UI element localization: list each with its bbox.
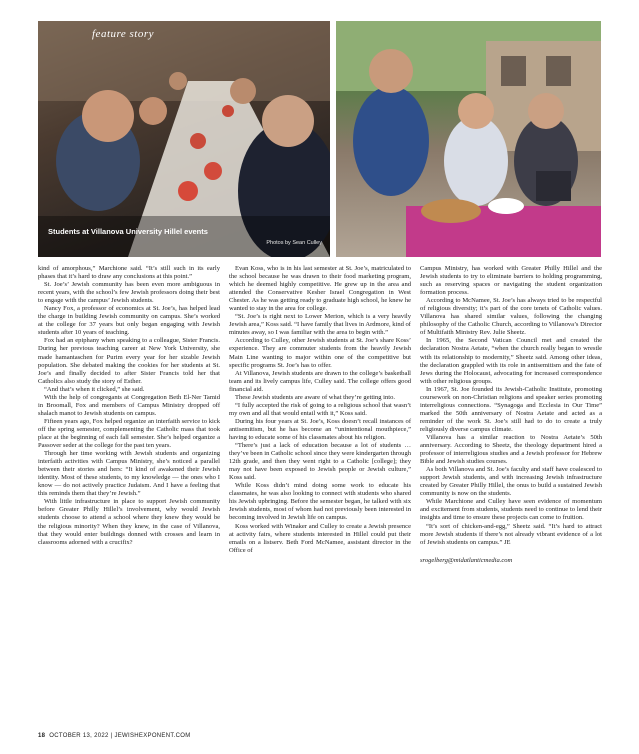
column3-paragraph: Campus Ministry, has worked with Greater Philly Hillel and the Jewish students to try to eliminate barriers to holding programming, such as reserving spaces or navigating the student organization formation process. bbox=[420, 265, 602, 297]
column3-paragraph: In 1967, St. Joe founded its Jewish-Catholic Institute, promoting coursework on non-Christian religions and speaker series promoting interreligious connections. “Synagoga and Ecclesia in Our Time” marked the 50th anniversary of Nostra Aetate and acted as a reminder of the work St. Joe’s still had to do to create a truly religiously diverse campus climate. bbox=[420, 385, 602, 433]
photo-dining-table bbox=[38, 21, 330, 257]
column2-paragraph: “There’s just a lack of education because a lot of students … they’ve been in Catholic school since they were kindergarten through 12th grade, and then they went right to a Catholic [college]; they may not have been exposed to Jewish people or Jewish culture,” Koss said. bbox=[229, 442, 411, 482]
column1-paragraph: Fifteen years ago, Fox helped organize an interfaith service to kick off the spring semester, complementing the Catholic mass that took place at the beginning of each fall semester. She’s helped organize a Passover seder at the college for the past ten years. bbox=[38, 417, 220, 450]
page-number: 18 bbox=[38, 733, 46, 739]
article-column-1 bbox=[38, 265, 220, 547]
article-column-2 bbox=[229, 265, 411, 555]
column3-paragraph: While Marchione and Culley have seen evidence of momentum and excitement from students, students need to continue to lend their insights and time to ensure these projects can come to fruition. bbox=[420, 498, 602, 522]
page-footer bbox=[38, 733, 191, 739]
photo-bagel-table bbox=[336, 21, 601, 257]
column3-paragraph: “It’s sort of chicken-and-egg,” Sheetz said. “It’s hard to attract more Jewish students if there’s not already vibrant evidence of a lot of Jewish students on campus.” JE bbox=[420, 522, 602, 546]
photo-spread bbox=[38, 21, 601, 257]
column1-paragraph: St. Joe’s’ Jewish community has been even more ambiguous in recent years, with the school’s few Jewish professors doing their best to engage with the campus’ Jewish students. bbox=[38, 281, 220, 305]
column2-paragraph: Koss worked with Winaker and Culley to create a Jewish presence at activity fairs, where students interested in Hillel could put their emails on a listserv. Beth Ford McNamee, assistant director in the Office of bbox=[229, 522, 411, 554]
footer-line: OCTOBER 13, 2022 | JEWISHEXPONENT.COM bbox=[49, 733, 191, 739]
column3-paragraph: Villanova has a similar reaction to Nostra Aetate’s 50th anniversary. According to Sheetz, the theology department hired a professor of interreligious studies and a Jewish professor for Hebrew Bible and Jewish studies courses. bbox=[420, 433, 602, 466]
column3-paragraph: According to McNamee, St. Joe’s has always tried to be respectful of religious diversity; it’s part of the core tenets of Catholic values. Villanova has shared similar values, following the changing philosophy of the Catholic Church, according to Villanova’s Director of Multifaith Ministry Rev. Julie Sheetz. bbox=[420, 297, 602, 337]
column1-paragraph: kind of amorphous,” Marchione said. “It’s still such in its early phases that it’s hard to draw any conclusions at this point.” bbox=[38, 265, 220, 281]
column3-paragraph: As both Villanova and St. Joe’s faculty and staff have coalesced to support Jewish students, and with increasing Jewish infrastructure created by Greater Philly Hillel, the onus to build a sustained Jewish community is now on the students. bbox=[420, 466, 602, 498]
column2-paragraph: “I fully accepted the risk of going to a religious school that wasn’t my own and all that would entail with it,” Koss said. bbox=[229, 401, 411, 417]
photo-credit: Photos by Sean Culley bbox=[266, 240, 322, 246]
column1-paragraph: With little infrastructure in place to support Jewish community before Greater Philly Hillel’s involvement, why would Jewish students choose to attend a school where they knew they would be the religious minority? When they knew, in the case of Villanova, that they would enter buildings donned with crosses and learn in classrooms adorned with a crucifix? bbox=[38, 498, 220, 546]
column3-paragraph: In 1965, the Second Vatican Council met and created the declaration Nostra Aetate, “when the church really began to wrestle with its relationship to modernity,” Sheetz said. Among other ideas, the declaration grappled with its role in antisemitism and the fate of Jews during the Holocaust, advocating for increased correspondence with other religious groups. bbox=[420, 337, 602, 385]
photo-left-illustration bbox=[38, 21, 330, 257]
column2-paragraph: During his four years at St. Joe’s, Koss doesn’t recall instances of antisemitism, but he has become an “unintentional mouthpiece,” having to educate some of his classmates about his religion. bbox=[229, 417, 411, 441]
column2-paragraph: Evan Koss, who is in his last semester at St. Joe’s, matriculated to the school because he was drawn to their food marketing program, which he deemed highly competitive. He grew up in the area and attended the Conservative Kesher Israel Congregation in West Chester. As he was getting ready to graduate high school, he knew he wanted to stay in the area for college. bbox=[229, 265, 411, 313]
column2-paragraph: These Jewish students are aware of what they’re getting into. bbox=[235, 393, 395, 401]
column2-paragraph: At Villanova, Jewish students are drawn to the college’s basketball team and its lively campus life, Culley said. The college offers good financial aid. bbox=[229, 369, 411, 393]
article-column-3 bbox=[420, 265, 602, 565]
column1-paragraph: Fox had an epiphany when speaking to a colleague, Sister Francis. During her previous teaching career at New York University, she made hamantaschen for Purim every year for her sizable Jewish population. She debated making the cookies for her students at St. Joe’s and finally decided to after Sister Francis told her that Catholics also study the story of Esther. bbox=[38, 337, 220, 385]
column1-paragraph: Nancy Fox, a professor of economics at St. Joe’s, has helped lead the charge in building Jewish community on campus. She’s worked at the college for 37 years but only began engaging with Jewish students after 10 years of teaching. bbox=[38, 305, 220, 337]
column2-paragraph: While Koss didn’t mind doing some work to educate his classmates, he was also looking to connect with students who shared his Jewish upbringing. Before the semester began, he talked with six Jewish students, most of whom had not previously been interested in becoming involved in Jewish life on campus. bbox=[229, 482, 411, 522]
feature-tag-word: feature bbox=[92, 28, 127, 40]
story-tag-word: story bbox=[129, 28, 154, 40]
column2-paragraph: “St. Joe’s is right next to Lower Merion, which is a very heavily Jewish area,” Koss said. “I have family that lives in Ardmore, kind of minutes away, so I was familiar with the area to begin with.” bbox=[229, 313, 411, 337]
column2-paragraph: According to Culley, other Jewish students at St. Joe’s share Koss’ experience. They are commuter students from the heavily Jewish Main Line wanting to major within one of the competitive but specific programs St. Joe’s has to offer. bbox=[229, 337, 411, 369]
column1-paragraph: With the help of congregants at Congregation Beth El-Ner Tamid in Broomall, Fox and members of Campus Ministry dropped off shalach manot to Jewish students on campus. bbox=[38, 393, 220, 417]
column1-paragraph: “And that’s when it clicked,” she said. bbox=[44, 385, 145, 393]
photo-right-illustration bbox=[336, 21, 601, 257]
feature-story-tag bbox=[92, 28, 154, 40]
column1-paragraph: Through her time working with Jewish students and organizing interfaith activities with Campus Ministry, she’s noticed a parallel between their stories and hers: “It kind of awakened their Jewish identity. Most of these students, to my knowledge — the ones who I know — do not actively practice Judaism. And I have a feeling that this reminds them that they’re Jewish.” bbox=[38, 450, 220, 498]
photo-caption: Students at Villanova University Hillel events bbox=[48, 227, 208, 236]
author-email[interactable]: srogelberg@midatlanticmedia.com bbox=[420, 556, 513, 564]
